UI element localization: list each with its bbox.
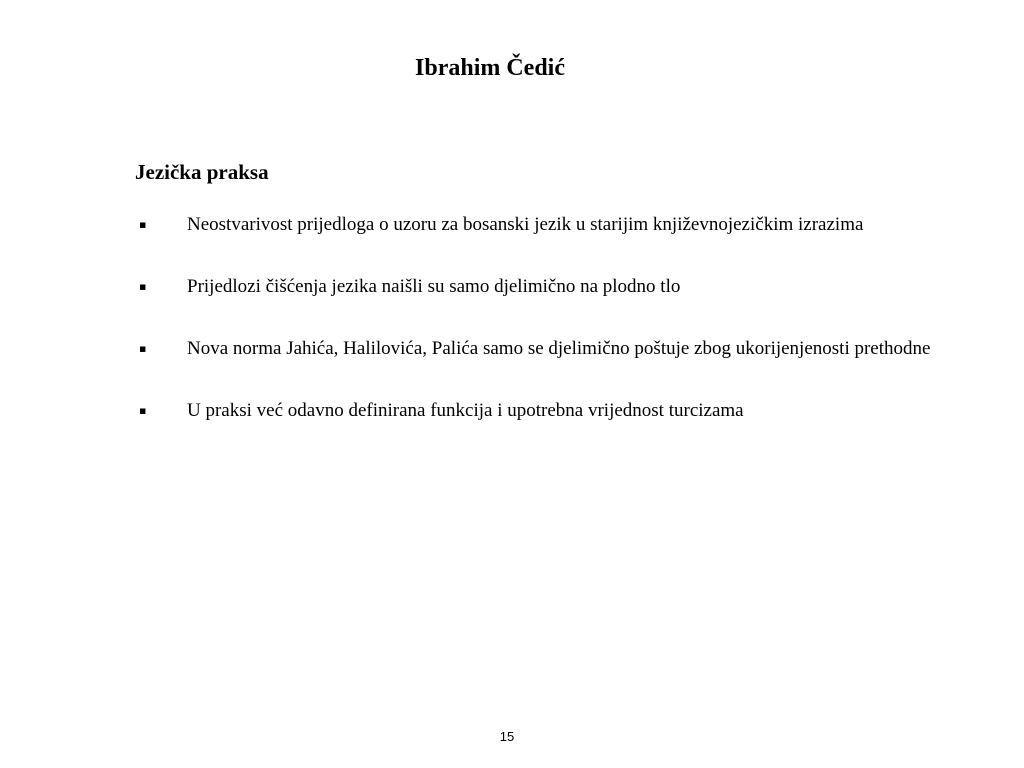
square-bullet-icon: ▪: [139, 342, 147, 355]
list-item: [135, 397, 1015, 425]
section-heading: Jezička praksa: [135, 160, 269, 184]
square-bullet-icon: ▪: [139, 218, 147, 231]
bullet-text: Nova norma Jahića, Halilovića, Palića samo se djelimično poštuje zbog ukorijenjenosti prethodne: [187, 338, 931, 359]
page-number: 15: [499, 729, 515, 744]
bullet-text: Prijedlozi čišćenja jezika naišli su samo djelimično na plodno tlo: [187, 276, 681, 297]
list-item: [135, 335, 1015, 363]
list-item: [135, 273, 1015, 301]
square-bullet-icon: ▪: [139, 404, 147, 417]
square-bullet-icon: ▪: [139, 280, 147, 293]
bullet-text: U praksi već odavno definirana funkcija i upotrebna vrijednost turcizama: [187, 400, 744, 421]
bullet-list: [135, 211, 1015, 459]
list-item: [135, 211, 1015, 239]
bullet-text: Neostvarivost prijedloga o uzoru za bosanski jezik u starijim književnojezičkim izrazima: [187, 214, 864, 235]
slide-title: Ibrahim Čedić: [415, 55, 565, 81]
